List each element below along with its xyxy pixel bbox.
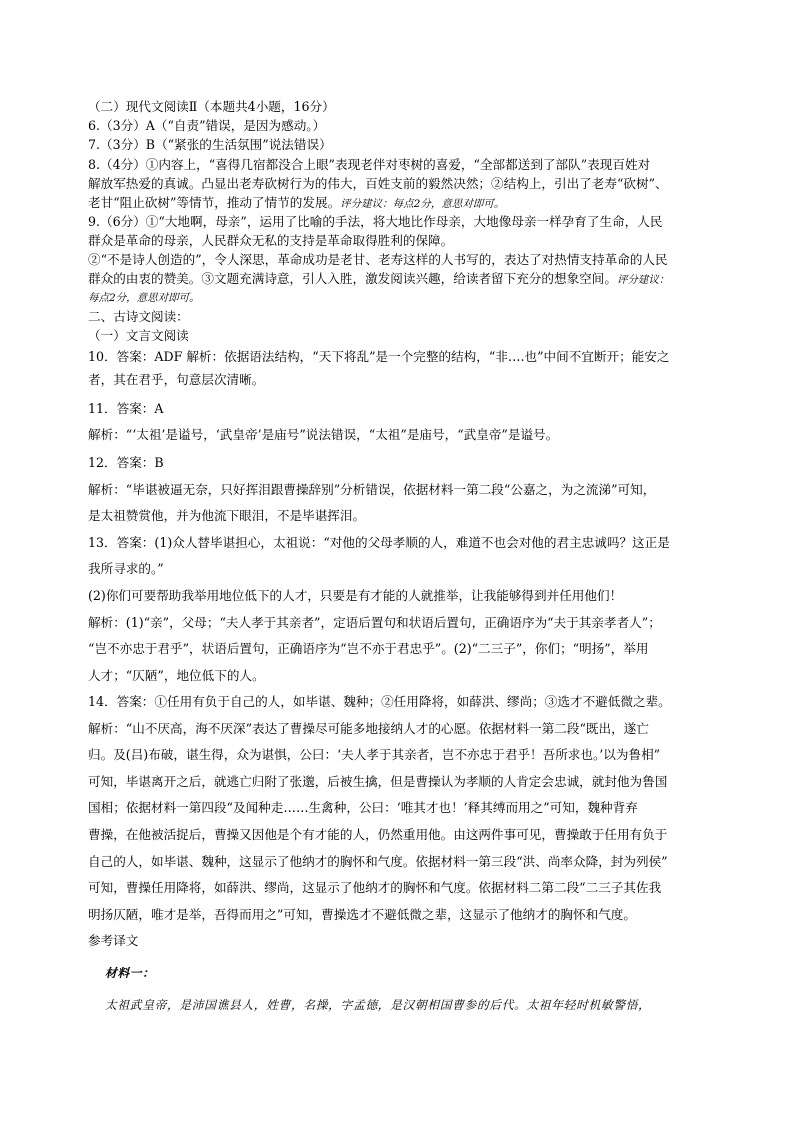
scoring-note-9-label: 评分建议： <box>616 274 670 286</box>
subsection-heading-classical-prose: （一）文言文阅读 <box>88 328 189 343</box>
analysis-12-line1: 解析：“毕谌被逼无奈，只好挥泪跟曹操辞别”分析错误，依据材料一第二段“公嘉之，为之流涕”可知， <box>88 482 656 497</box>
answer-6: 6.（3分）A（“自责”错误，是因为感动。） <box>88 118 326 133</box>
analysis-12-line2: 是太祖赞赏他，并为他流下眼泪，不是毕谌挥泪。 <box>88 508 366 523</box>
answer-10-line1: 10．答案：ADF 解析：依据语法结构，“天下将乱”是一个完整的结构，“非….也”中间不宜断开；能安之 <box>88 349 670 364</box>
translation-line1: 太祖武皇帝，是沛国谯县人，姓曹，名操，字孟德，是汉朝相国曹参的后代。太祖年轻时机敏警悟， <box>105 998 651 1012</box>
section-heading-classical: 二、古诗文阅读： <box>88 309 189 324</box>
reference-translation-heading: 参考译文 <box>88 933 139 948</box>
answer-13-line1: 13．答案：(1)众人替毕谌担心，太祖说：“对他的父母孝顺的人，难道不也会对他的君主忠诚吗？这正是 <box>88 535 670 550</box>
analysis-14-line4: 国相；依据材料一第四段“及闻种走……生禽种，公曰：‘唯其才也！’释其缚而用之”可知，魏种背弃 <box>88 800 638 815</box>
answer-9-line1: 9.（6分）①“大地啊，母亲”，运用了比喻的手法，将大地比作母亲，大地像母亲一样孕育了生命，人民 <box>88 214 663 229</box>
analysis-13-line3: 人才；“仄陋”，地位低下的人。 <box>88 668 265 683</box>
answer-9-line4 <box>88 270 708 289</box>
analysis-14-line3: 可知，毕谌离开之后，就逃亡归附了张邈，后被生擒，但是曹操认为孝顺的人肯定会忠诚，就封他为鲁国 <box>88 774 668 789</box>
analysis-14-line8: 明扬仄陋，唯才是举，吾得而用之”可知，曹操选才不避低微之辈，这显示了他纳才的胸怀和气度。 <box>88 907 636 922</box>
analysis-13-line1: 解析：(1)“亲”，父母；“夫人孝于其亲者”，定语后置句和状语后置句，正确语序为“夫于其亲孝者人”； <box>88 615 661 630</box>
answer-9-text: 群众的由衷的赞美。③文题充满诗意，引人入胜，激发阅读兴趣，给读者留下充分的想象空间。 <box>88 271 617 286</box>
analysis-11: 解析：“‘太祖’是谥号，‘武皇帝’是庙号”说法错误，“太祖”是庙号，“武皇帝”是谥号。 <box>88 427 559 442</box>
answer-12: 12．答案：B <box>88 455 164 470</box>
scoring-note-8: 评分建议：每点2分，意思对即可。 <box>340 198 505 210</box>
scoring-note-9: 每点2分，意思对即可。 <box>88 292 200 304</box>
answer-10-line2: 者，其在君乎，句意层次清晰。 <box>88 372 265 387</box>
answer-8-line1: 8.（4分）①内容上，“喜得几宿都没合上眼”表现老伴对枣树的喜爱，“全部都送到了部队”表现百姓对 <box>88 157 651 172</box>
answer-8-line2: 解放军热爱的真诚。凸显出老寿砍树行为的伟大，百姓支前的毅然决然；②结构上，引出了老寿“砍树”、 <box>88 176 668 191</box>
analysis-14-line7: 可知，曹操任用降将，如薛洪、缪尚，这显示了他纳才的胸怀和气度。依据材料二第二段“二三子其佐我 <box>88 880 662 895</box>
analysis-13-line2: “岂不亦忠于君乎”，状语后置句，正确语序为“岂不亦于君忠乎”。(2)“二三子”，你们；“明扬”，举用 <box>88 641 649 656</box>
answer-14: 14．答案：①任用有负于自己的人，如毕谌、魏种；②任用降将，如薛洪、缪尚；③选才不避低微之辈。 <box>88 694 671 709</box>
answer-11: 11．答案：A <box>88 401 164 416</box>
material-one-label: 材料一： <box>105 966 155 980</box>
answer-9-line2: 群众是革命的母亲，人民群众无私的支持是革命取得胜利的保障。 <box>88 233 454 248</box>
answer-13-part2: (2)你们可要帮助我举用地位低下的人才，只要是有才能的人就推举，让我能够得到并任用他们！ <box>88 588 623 603</box>
analysis-14-line2: 归。及(吕)布破，谌生得，众为谌惧，公曰：‘夫人孝于其亲者，岂不亦忠于君乎！吾所求也。’以为鲁相” <box>88 747 661 762</box>
answer-13-line2: 我所寻求的。” <box>88 561 164 576</box>
answer-7: 7.（3分）B（“紧张的生活氛围”说法错误） <box>88 137 332 152</box>
analysis-14-line1: 解析：“山不厌高，海不厌深”表达了曹操尽可能多地接纳人才的心愿。依据材料一第二段“既出，遂亡 <box>88 721 649 736</box>
section-heading-modern-reading-2: （二）现代文阅读Ⅱ（本题共4小题，16分） <box>88 99 335 114</box>
analysis-14-line5: 曹操，在他被活捉后，曹操又因他是个有才能的人，仍然重用他。由这两件事可见，曹操敢于任用有负于 <box>88 827 668 842</box>
answer-9-line3: ②“不是诗人创造的”，令人深思，革命成功是老甘、老寿这样的人书写的，表达了对热情支持革命的人民 <box>88 252 668 267</box>
answer-8-text: 老甘“阻止砍树”等情节，推动了情节的发展。 <box>88 195 341 210</box>
answer-8-line3 <box>88 194 708 213</box>
analysis-14-line6: 自己的人，如毕谌、魏种，这显示了他纳才的胸怀和气度。依据材料一第三段“洪、尚率众降，封为列侯” <box>88 854 668 869</box>
